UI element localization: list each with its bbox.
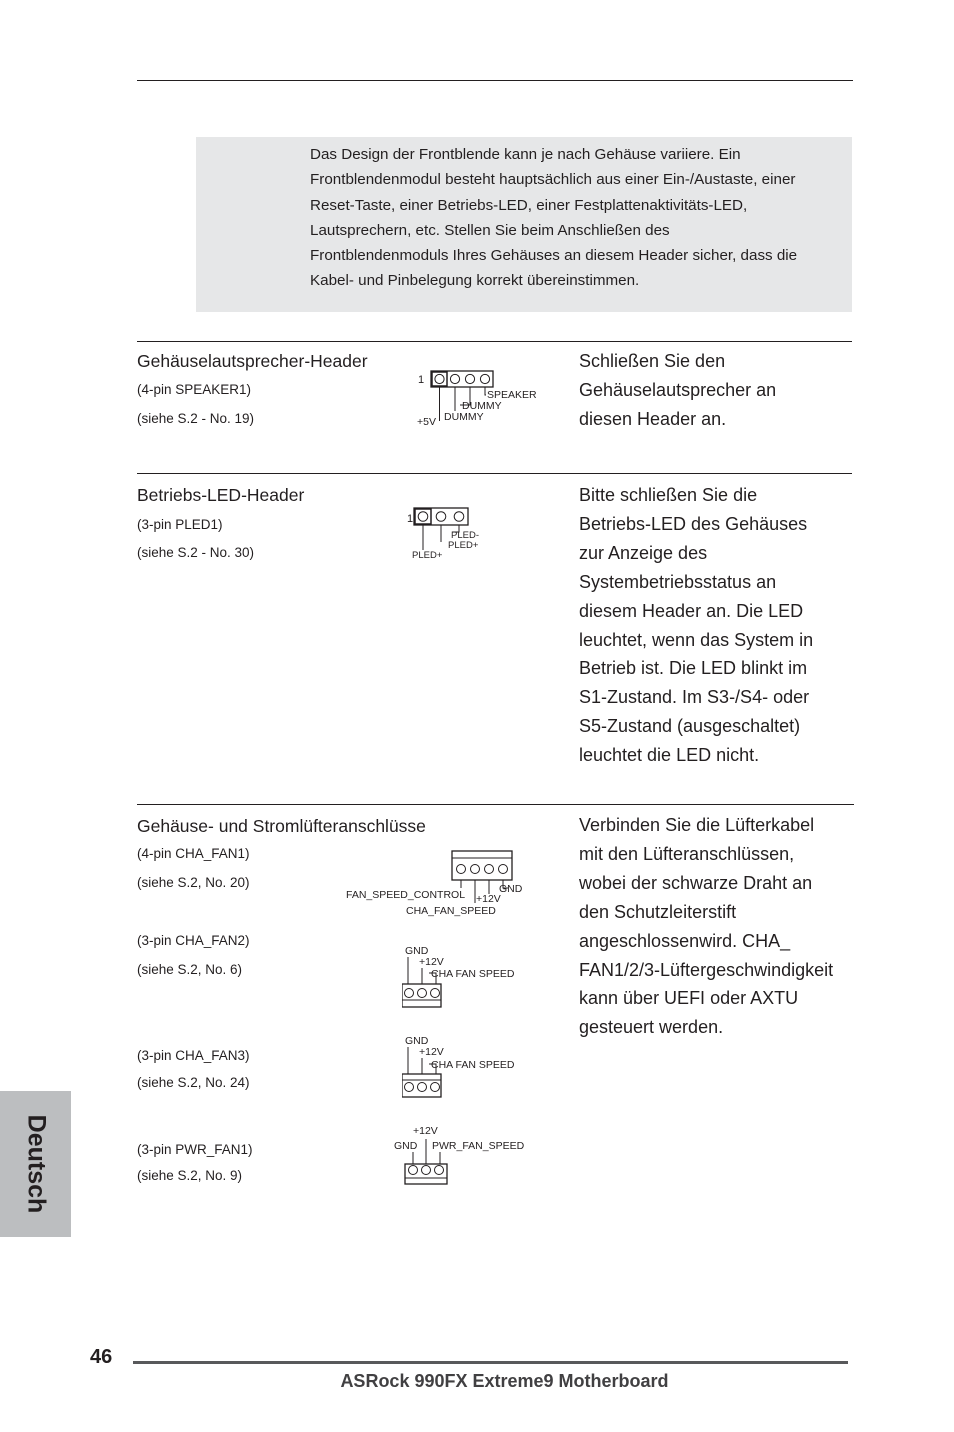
pled-title: Betriebs-LED-Header: [137, 485, 305, 505]
side-tab-label: Deutsch: [22, 1114, 50, 1214]
desc-line: Bitte schließen Sie die: [579, 485, 758, 505]
speaker-ref: (siehe S.2 - No. 19): [137, 411, 255, 426]
cha-fan-speed-label: CHA FAN SPEED: [431, 1059, 515, 1071]
speaker-header-diagram: [410, 366, 550, 430]
desc-line: leuchtet, wenn das System in: [579, 629, 814, 650]
note-line: Reset-Taste, einer Betriebs-LED, einer Festplattenaktivitäts-LED,: [310, 196, 748, 214]
pin1-label: 1: [418, 374, 425, 386]
top-rule: [137, 80, 853, 81]
pwr-fan1-header-diagram: [392, 1122, 527, 1188]
v12-label: +12V: [419, 956, 444, 968]
cha-fan2-pin: (3-pin CHA_FAN2): [137, 933, 250, 948]
pwr-fan1-ref: (siehe S.2, No. 9): [137, 1168, 243, 1183]
speaker-title: Gehäuselautsprecher-Header: [137, 351, 368, 371]
desc-line: diesem Header an. Die LED: [579, 600, 804, 621]
desc-line: Systembetriebsstatus an: [579, 571, 777, 592]
gnd-label: GND: [499, 883, 523, 895]
note-line: Lautsprechern, etc. Stellen Sie beim Anschließen des: [310, 221, 670, 239]
desc-line: Schließen Sie den: [579, 351, 726, 371]
desc-line: zur Anzeige des: [579, 542, 708, 563]
desc-line: den Schutzleiterstift: [579, 901, 737, 922]
pled-pin: (3-pin PLED1): [137, 517, 223, 532]
v12-label: +12V: [419, 1046, 444, 1058]
speaker-pin: (4-pin SPEAKER1): [137, 382, 252, 397]
gnd-label: GND: [405, 1035, 429, 1047]
pled-plus-label: PLED+: [412, 550, 443, 561]
note-line: Frontblendenmodul besteht hauptsächlich aus einer Ein-/Austaste, einer: [310, 171, 796, 189]
note-text: [310, 142, 855, 294]
cha-fan3-header-diagram: [402, 1032, 527, 1100]
cha-fan1-header-diagram: [344, 848, 534, 920]
desc-line: angeschlossenwird. CHA_: [579, 930, 791, 951]
desc-line: Verbinden Sie die Lüfterkabel: [579, 815, 815, 835]
gnd-label: GND: [405, 945, 429, 957]
cha-fan-speed-label: CHA_FAN_SPEED: [406, 905, 496, 917]
section-rule: [137, 804, 854, 805]
cha-fan3-ref: (siehe S.2, No. 24): [137, 1075, 250, 1090]
pled-header-diagram: [404, 502, 494, 562]
section-rule: [137, 341, 852, 342]
pin1-label: 1: [407, 513, 414, 525]
v5-pin-label: +5V: [417, 416, 436, 428]
dummy-pin-label: DUMMY: [444, 411, 484, 423]
language-side-tab: [0, 1091, 71, 1237]
speaker-pin-label: SPEAKER: [487, 389, 537, 401]
cha-fan1-pin: (4-pin CHA_FAN1): [137, 846, 250, 861]
pwr-fan-speed-label: PWR_FAN_SPEED: [432, 1140, 525, 1152]
desc-line: S5-Zustand (ausgeschaltet): [579, 716, 801, 737]
cha-fan2-ref: (siehe S.2, No. 6): [137, 962, 243, 977]
pwr-fan1-pin: (3-pin PWR_FAN1): [137, 1142, 253, 1157]
pled-description: [579, 481, 864, 770]
fan-speed-control-label: FAN_SPEED_CONTROL: [346, 889, 466, 901]
gnd-label: GND: [394, 1140, 418, 1152]
pled-minus-label: PLED-: [451, 530, 479, 541]
desc-line: diesen Header an.: [579, 408, 727, 429]
cha-fan1-ref: (siehe S.2, No. 20): [137, 875, 250, 890]
desc-line: Betriebs-LED des Gehäuses: [579, 513, 808, 534]
v12-label: +12V: [413, 1125, 438, 1137]
desc-line: FAN1/2/3-Lüftergeschwindigkeit: [579, 959, 834, 980]
note-line: Frontblendenmoduls Ihres Gehäuses an diesem Header sicher, dass die: [310, 247, 798, 265]
desc-line: leuchtet die LED nicht.: [579, 745, 760, 766]
pled-ref: (siehe S.2 - No. 30): [137, 545, 255, 560]
fans-description: [579, 811, 864, 1042]
pled-plus-label: PLED+: [448, 540, 479, 551]
desc-line: mit den Lüfteranschlüssen,: [579, 843, 795, 864]
desc-line: wobei der schwarze Draht an: [579, 872, 813, 893]
desc-line: gesteuert werden.: [579, 1017, 724, 1038]
desc-line: Gehäuselautsprecher an: [579, 379, 777, 400]
note-line: Kabel- und Pinbelegung korrekt übereinstimmen.: [310, 272, 640, 290]
desc-line: S1-Zustand. Im S3-/S4- oder: [579, 687, 810, 708]
footer-title: ASRock 990FX Extreme9 Motherboard: [340, 1371, 669, 1391]
note-line: Das Design der Frontblende kann je nach Gehäuse variiere. Ein: [310, 146, 741, 163]
cha-fan-speed-label: CHA FAN SPEED: [431, 968, 515, 980]
cha-fan2-header-diagram: [402, 942, 527, 1010]
dummy-pin-label: DUMMY: [462, 400, 502, 412]
desc-line: kann über UEFI oder AXTU: [579, 988, 799, 1009]
cha-fan3-pin: (3-pin CHA_FAN3): [137, 1048, 250, 1063]
page-number: 46: [90, 1346, 113, 1368]
speaker-description: [579, 347, 864, 434]
section-rule: [137, 473, 852, 474]
footer-rule: [133, 1361, 848, 1364]
desc-line: Betrieb ist. Die LED blinkt im: [579, 658, 808, 679]
fans-title: Gehäuse- und Stromlüfteranschlüsse: [137, 816, 426, 836]
v12-label: +12V: [476, 893, 501, 905]
